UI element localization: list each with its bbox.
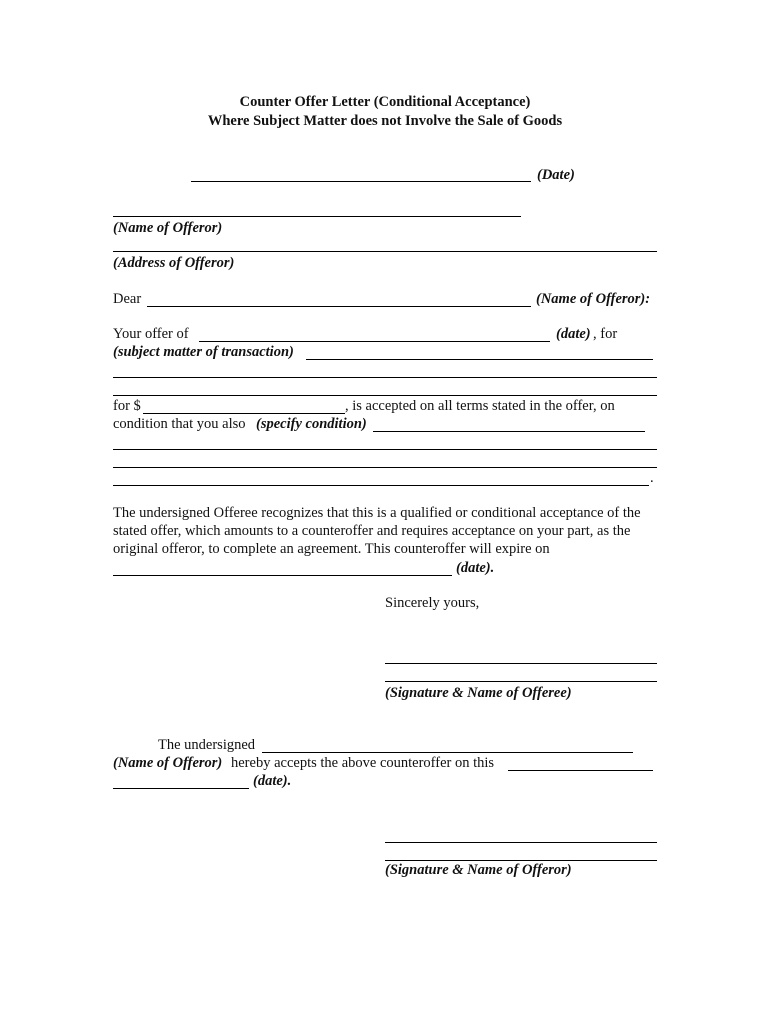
document-title: Counter Offer Letter (Conditional Acceptance) [239, 94, 531, 110]
offer-date-blank[interactable] [199, 341, 550, 342]
condition-blank[interactable] [373, 431, 645, 432]
date-blank[interactable] [191, 181, 531, 182]
undersigned-text: The undersigned [158, 737, 256, 753]
offeree-signature-line-2[interactable] [385, 681, 657, 682]
offeree-signature-line-1[interactable] [385, 663, 657, 664]
accepted-text: , is accepted on all terms stated in the offer, on [345, 398, 615, 414]
accept-date-blank[interactable] [113, 788, 249, 789]
condition-blank-4[interactable] [113, 485, 649, 486]
hereby-accepts-text: hereby accepts the above counteroffer on this [231, 755, 495, 771]
condition-blank-3[interactable] [113, 467, 657, 468]
signature-offeree-label: (Signature & Name of Offeree) [385, 685, 572, 701]
offeror-address-blank[interactable] [113, 251, 657, 252]
comma-for-text: , for [593, 326, 618, 342]
expire-date-label: (date). [456, 560, 495, 576]
subject-matter-blank-3[interactable] [113, 395, 657, 396]
amount-blank[interactable] [143, 413, 345, 414]
specify-condition-label: (specify condition) [256, 416, 367, 432]
name-of-offeror-label: (Name of Offeror) [113, 220, 223, 236]
dear-name-label: (Name of Offeror): [536, 291, 651, 307]
expire-date-blank[interactable] [113, 575, 452, 576]
undersigned-name-blank[interactable] [262, 752, 633, 753]
body-paragraph: The undersigned Offeree recognizes that this is a qualified or conditional acceptance of the stated offer, which amounts to a counteroffer and requires acceptance on your part, as the original offeror, to complete an agreement. This counteroffer will expire on [113, 505, 641, 557]
condition-blank-2[interactable] [113, 449, 657, 450]
document-subtitle: Where Subject Matter does not Involve the Sale of Goods [207, 113, 563, 129]
condition-text: condition that you also [113, 416, 246, 432]
date-label: (Date) [537, 167, 575, 183]
for-dollar-text: for $ [113, 398, 141, 414]
subject-matter-label: (subject matter of transaction) [113, 344, 294, 360]
dear-name-blank[interactable] [147, 306, 531, 307]
offeror-name-blank[interactable] [113, 216, 521, 217]
signature-offeror-label: (Signature & Name of Offeror) [385, 862, 572, 878]
accept-offeror-name-label: (Name of Offeror) [113, 755, 223, 771]
offeror-signature-line-1[interactable] [385, 842, 657, 843]
accept-day-blank[interactable] [508, 770, 653, 771]
condition-period: . [650, 470, 654, 486]
address-of-offeror-label: (Address of Offeror) [113, 255, 235, 271]
salutation-dear: Dear [113, 291, 142, 307]
final-date-label: (date). [253, 773, 292, 789]
subject-matter-blank-2[interactable] [113, 377, 657, 378]
offer-date-label: (date) [556, 326, 591, 342]
your-offer-text: Your offer of [113, 326, 189, 342]
subject-matter-blank[interactable] [306, 359, 653, 360]
closing-text: Sincerely yours, [385, 595, 480, 611]
